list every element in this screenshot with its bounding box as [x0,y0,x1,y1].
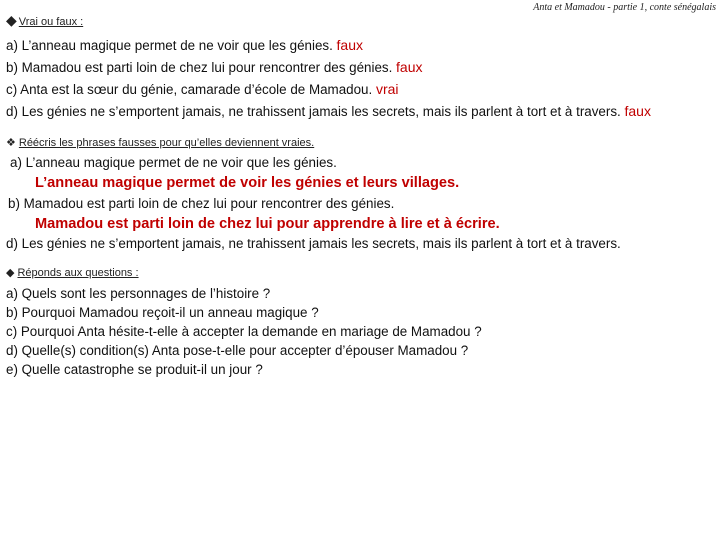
reecris-item-a: a) L’anneau magique permet de ne voir que les génies. [10,155,337,170]
reecris-item-d: d) Les génies ne s’emportent jamais, ne trahissent jamais les secrets, mais ils parlent à tort et à travers. [6,236,621,251]
four-diamond-bullet-icon: ◆ [6,267,15,279]
vf-answer-a: faux [336,37,364,53]
reecris-item-b: b) Mamadou est parti loin de chez lui pour rencontrer des génies. [8,196,395,211]
diamond-bullet-icon: ◆ [6,12,17,28]
header-note: Anta et Mamadou - partie 1, conte sénégalais [533,2,716,13]
vf-item-c: c) Anta est la sœur du génie, camarade d’école de Mamadou. vrai [6,81,399,97]
four-diamond-bullet-icon: ❖ [6,137,16,149]
reecris-correction-a: L’anneau magique permet de voir les génies et leurs villages. [35,175,460,191]
question-b: b) Pourquoi Mamadou reçoit-il un anneau magique ? [6,305,319,320]
section-questions-title: ◆ Réponds aux questions : [6,267,139,279]
question-d: d) Quelle(s) condition(s) Anta pose-t-elle pour accepter d’épouser Mamadou ? [6,343,469,358]
reecris-correction-b: Mamadou est parti loin de chez lui pour apprendre à lire et à écrire. [35,216,500,232]
question-c: c) Pourquoi Anta hésite-t-elle à accepter la demande en mariage de Mamadou ? [6,324,482,339]
question-e: e) Quelle catastrophe se produit-il un jour ? [6,362,263,377]
vf-item-d: d) Les génies ne s’emportent jamais, ne trahissent jamais les secrets, mais ils parlent à tort et à travers. faux [6,103,651,119]
question-a: a) Quels sont les personnages de l’histoire ? [6,286,271,301]
vf-item-b: b) Mamadou est parti loin de chez lui pour rencontrer des génies. faux [6,59,423,75]
section-reecris-title: ❖ Réécris les phrases fausses pour qu’elles deviennent vraies. [6,137,315,149]
section-vrai-faux-title: ◆ Vrai ou faux : [6,12,84,28]
vf-answer-d: faux [624,103,651,119]
vf-item-a: a) L’anneau magique permet de ne voir que les génies. faux [6,37,364,53]
vf-answer-c: vrai [375,81,399,97]
vf-answer-b: faux [396,59,423,75]
